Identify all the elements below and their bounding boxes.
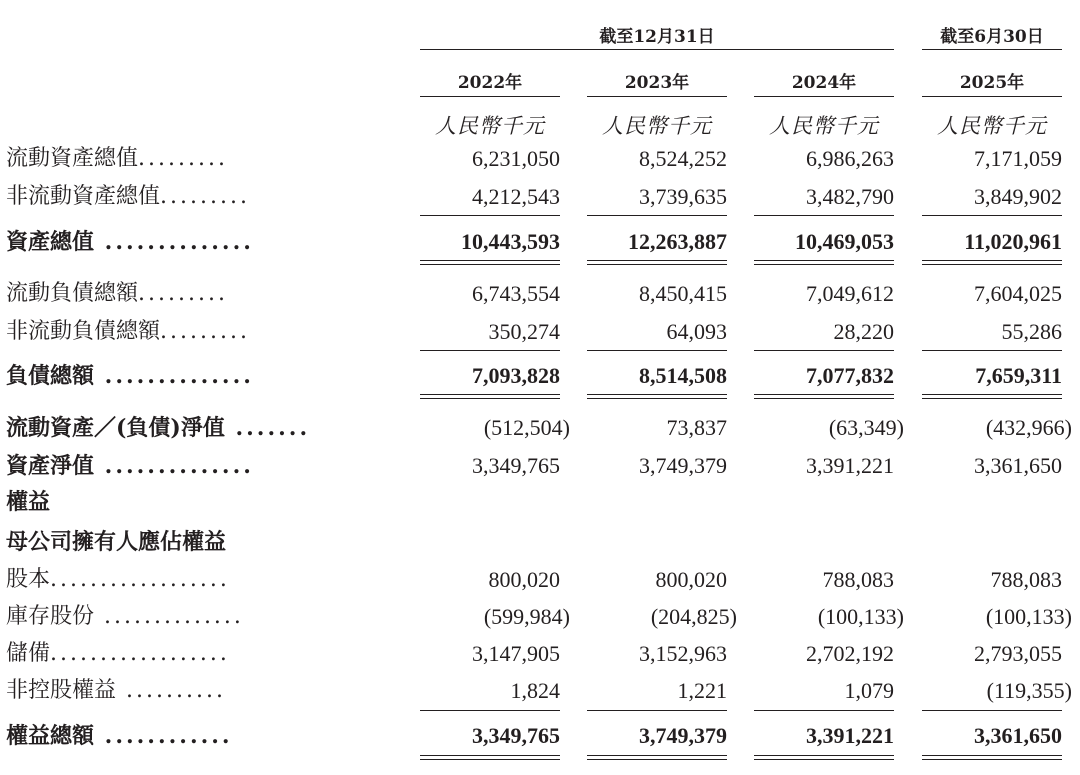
cell-2025: 7,659,311 (975, 363, 1062, 388)
cell-2023: 800,020 (655, 567, 727, 592)
row-label: 資產淨值 .............. (6, 453, 254, 479)
cell-2025: 3,849,902 (974, 184, 1062, 209)
cell-2022: 1,824 (510, 678, 560, 703)
table-row (0, 448, 1080, 484)
year-rule-2023 (587, 96, 727, 97)
cell-2025: 7,604,025 (974, 281, 1062, 306)
period-header-jun-rule (922, 49, 1062, 50)
row-label: 庫存股份 .............. (6, 604, 244, 629)
row-label: 非控股權益 .......... (6, 678, 226, 703)
cell-2024: 3,391,221 (806, 723, 894, 748)
row-label: 流動資產／(負債)淨值 ....... (6, 415, 311, 441)
cell-2025: 2,793,055 (974, 641, 1062, 666)
subtotal-rule (922, 350, 1062, 351)
unit-label-2022: 人民幣千元 (435, 114, 545, 138)
row-label: 流動資產總值......... (6, 146, 228, 171)
table-row (0, 179, 1080, 215)
table-row (0, 636, 1080, 672)
section-heading (0, 524, 1080, 560)
table-row (0, 562, 1080, 598)
total-double-rule (587, 755, 727, 760)
total-double-rule (420, 394, 560, 399)
subtotal-rule (587, 350, 727, 351)
cell-2024: (63,349) (828, 415, 904, 440)
year-header-2025: 2025年 (959, 73, 1025, 93)
cell-2023: 3,152,963 (639, 641, 727, 666)
row-label: 權益總額 ............ (6, 723, 233, 749)
cell-2025: 7,171,059 (974, 146, 1062, 171)
total-double-rule (754, 394, 894, 399)
cell-2022: 350,274 (488, 319, 560, 344)
year-rule-2022 (420, 96, 560, 97)
cell-2024: (100,133) (817, 604, 904, 629)
cell-2025: 3,361,650 (974, 453, 1062, 478)
cell-2023: 8,514,508 (639, 363, 727, 388)
cell-2023: 3,749,379 (639, 723, 727, 748)
total-double-rule (587, 260, 727, 265)
cell-2024: 7,077,832 (806, 363, 894, 388)
cell-2023: 1,221 (677, 678, 727, 703)
cell-2022: 4,212,543 (472, 184, 560, 209)
cell-2022: 6,743,554 (472, 281, 560, 306)
table-row (0, 599, 1080, 635)
period-header-dec-rule (420, 49, 894, 50)
cell-2023: 8,524,252 (639, 146, 727, 171)
subtotal-rule (587, 710, 727, 711)
year-header-2022: 2022年 (457, 73, 523, 93)
row-label: 非流動負債總額......... (6, 319, 250, 344)
cell-2022: (599,984) (483, 604, 570, 629)
row-label: 負債總額 .............. (6, 363, 254, 389)
cell-2024: 3,391,221 (806, 453, 894, 478)
cell-2025: 11,020,961 (964, 229, 1062, 254)
cell-2022: 7,093,828 (472, 363, 560, 388)
total-double-rule (754, 260, 894, 265)
year-rule-2024 (754, 96, 894, 97)
subtotal-rule (922, 710, 1062, 711)
cell-2024: 28,220 (833, 319, 894, 344)
total-double-rule (922, 755, 1062, 760)
cell-2025: (100,133) (985, 604, 1072, 629)
unit-label-2024: 人民幣千元 (769, 114, 879, 138)
year-header-2024: 2024年 (791, 73, 857, 93)
subtotal-rule (587, 215, 727, 216)
subtotal-rule (754, 350, 894, 351)
table-row (0, 141, 1080, 177)
total-double-rule (922, 260, 1062, 265)
subtotal-rule (922, 215, 1062, 216)
subtotal-rule (754, 215, 894, 216)
table-row (0, 718, 1080, 754)
subtotal-rule (754, 710, 894, 711)
cell-2024: 7,049,612 (806, 281, 894, 306)
section-heading-label: 權益 (6, 489, 51, 515)
table-row (0, 410, 1080, 446)
cell-2023: 8,450,415 (639, 281, 727, 306)
period-header-jun: 截至6月30日 (940, 27, 1044, 47)
row-label: 非流動資產總值......... (6, 184, 250, 209)
unit-label-2023: 人民幣千元 (602, 114, 712, 138)
section-heading (0, 484, 1080, 520)
cell-2022: 6,231,050 (472, 146, 560, 171)
row-label: 資產總值 .............. (6, 229, 254, 255)
total-double-rule (922, 394, 1062, 399)
cell-2024: 2,702,192 (806, 641, 894, 666)
cell-2022: 3,349,765 (472, 453, 560, 478)
cell-2025: 788,083 (990, 567, 1062, 592)
cell-2024: 3,482,790 (806, 184, 894, 209)
cell-2024: 6,986,263 (806, 146, 894, 171)
cell-2022: 800,020 (488, 567, 560, 592)
total-double-rule (420, 260, 560, 265)
cell-2024: 1,079 (844, 678, 894, 703)
cell-2023: (204,825) (650, 604, 737, 629)
year-rule-2025 (922, 96, 1062, 97)
cell-2025: (432,966) (985, 415, 1072, 440)
row-label: 股本.................. (6, 567, 230, 592)
cell-2023: 12,263,887 (628, 229, 727, 254)
subtotal-rule (420, 710, 560, 711)
cell-2023: 64,093 (666, 319, 727, 344)
cell-2024: 10,469,053 (795, 229, 894, 254)
table-row (0, 276, 1080, 312)
cell-2022: (512,504) (483, 415, 570, 440)
period-header-dec: 截至12月31日 (599, 27, 715, 47)
row-label: 流動負債總額......... (6, 281, 228, 306)
cell-2025: 3,361,650 (974, 723, 1062, 748)
row-label: 儲備.................. (6, 641, 230, 666)
cell-2025: 55,286 (1001, 319, 1062, 344)
subtotal-rule (420, 350, 560, 351)
table-row (0, 358, 1080, 394)
cell-2023: 3,749,379 (639, 453, 727, 478)
total-double-rule (754, 755, 894, 760)
unit-label-2025: 人民幣千元 (937, 114, 1047, 138)
year-header-2023: 2023年 (624, 73, 690, 93)
total-double-rule (587, 394, 727, 399)
cell-2022: 3,147,905 (472, 641, 560, 666)
table-row (0, 314, 1080, 350)
cell-2024: 788,083 (822, 567, 894, 592)
cell-2022: 3,349,765 (472, 723, 560, 748)
cell-2023: 73,837 (666, 415, 727, 440)
total-double-rule (420, 755, 560, 760)
table-row (0, 224, 1080, 260)
cell-2025: (119,355) (986, 678, 1072, 703)
cell-2023: 3,739,635 (639, 184, 727, 209)
section-heading-label: 母公司擁有人應佔權益 (6, 529, 227, 555)
cell-2022: 10,443,593 (461, 229, 560, 254)
subtotal-rule (420, 215, 560, 216)
table-row (0, 673, 1080, 709)
